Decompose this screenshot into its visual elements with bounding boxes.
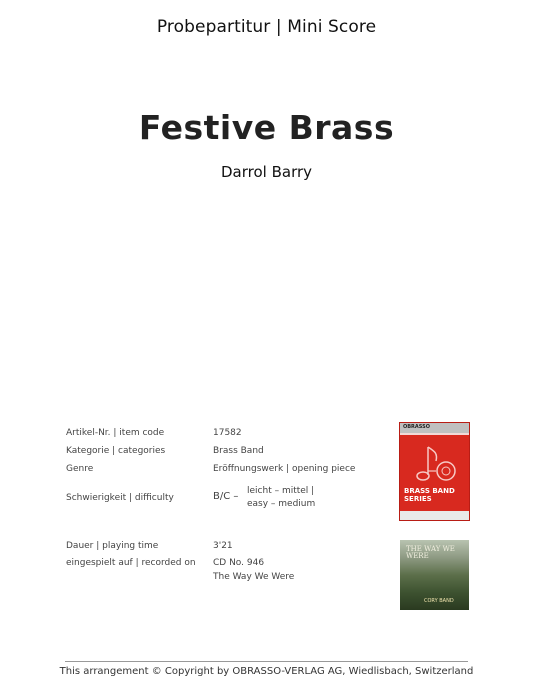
difficulty-en: easy – medium <box>247 499 316 509</box>
recording-cd-number: CD No. 946 <box>213 558 265 568</box>
genre-value: Eröffnungswerk | opening piece <box>213 464 356 474</box>
copyright-footer: This arrangement © Copyright by OBRASSO-VERLAG AG, Wiedlisbach, Switzerland <box>59 666 474 677</box>
item-code-value: 17582 <box>213 428 242 438</box>
category-value: Brass Band <box>213 446 264 456</box>
footer-divider <box>65 661 468 662</box>
cd-cover-title: THE WAY WE WERE <box>406 545 455 560</box>
score-title: Festive Brass <box>138 108 395 147</box>
duration-value: 3'21 <box>213 541 233 551</box>
page-header: Probepartitur | Mini Score <box>156 17 377 37</box>
music-note-icon <box>414 441 462 487</box>
difficulty-de: leicht – mittel | <box>247 486 315 496</box>
item-code-label: Artikel-Nr. | item code <box>66 428 165 438</box>
difficulty-label: Schwierigkeit | difficulty <box>66 493 174 503</box>
cover-series-title: BRASS BAND SERIES <box>404 487 455 503</box>
recording-cd-title: The Way We Were <box>213 572 295 582</box>
genre-label: Genre <box>66 464 94 474</box>
difficulty-grade: B/C – <box>213 491 239 502</box>
recording-label: eingespielt auf | recorded on <box>66 558 196 568</box>
cd-cover-band: CORY BAND <box>424 598 454 604</box>
cd-cover-image <box>400 540 469 610</box>
category-label: Kategorie | categories <box>66 446 166 456</box>
series-cover-image <box>400 423 469 520</box>
cover-logo: OBRASSO <box>403 424 431 430</box>
duration-label: Dauer | playing time <box>66 541 159 551</box>
composer-name: Darrol Barry <box>220 163 313 181</box>
